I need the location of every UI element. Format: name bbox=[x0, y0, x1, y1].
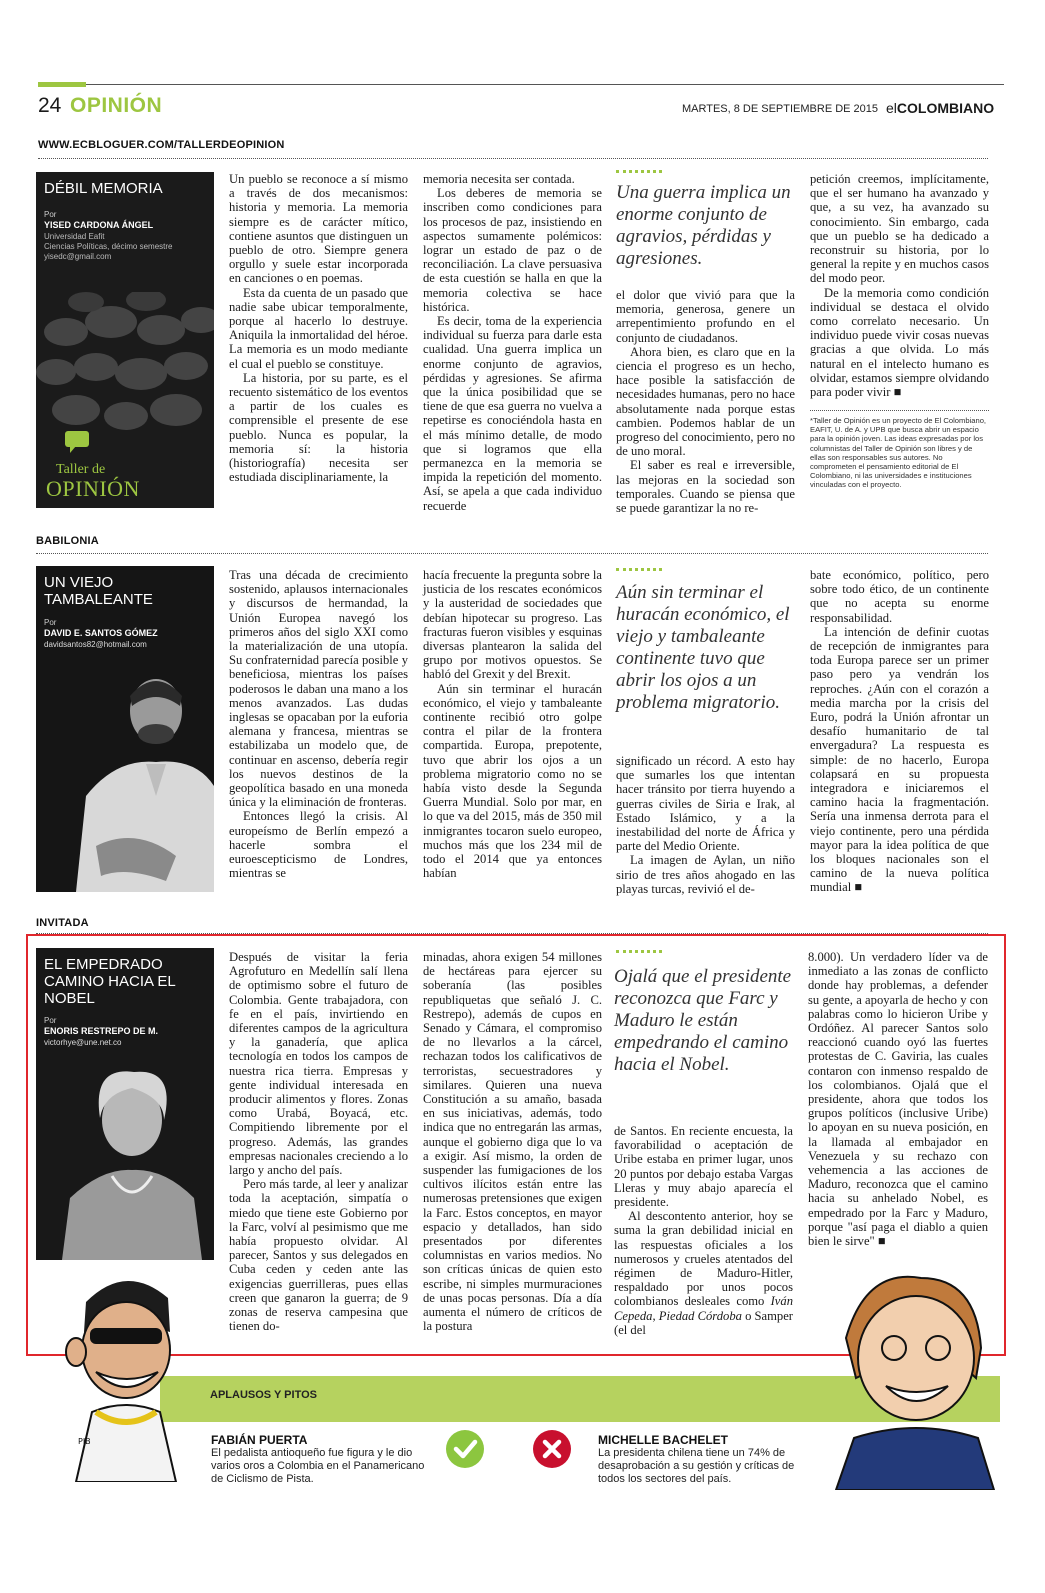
applause-description: El pedalista antioqueño fue figura y le dio varios oros a Colombia en el Panamericano de Ciclismo de Pista. bbox=[211, 1447, 425, 1485]
header-accent-bar bbox=[38, 82, 86, 87]
taller-opinion-logo-icon bbox=[64, 430, 90, 454]
newspaper-logo bbox=[886, 100, 994, 116]
aplausos-title: APLAUSOS Y PITOS bbox=[210, 1389, 317, 1401]
taller-opinion-logo-line1: Taller de bbox=[56, 462, 106, 477]
article1-paragraph: El saber es real e irreversible, las mejoras en la sociedad son temporales. Cuando se piensa que se puede garantizar la no re- bbox=[616, 458, 795, 516]
page-number: 24 bbox=[38, 94, 62, 117]
caricature-signature: PIB bbox=[78, 1437, 91, 1446]
article2-title: UN VIEJO TAMBALEANTE bbox=[44, 574, 153, 608]
article1-paragraph: Los deberes de memoria se inscriben como condiciones para los procesos de paz, insistiendo en aspectos sumamente polémicos: lograr un estado de paz o de reconciliación. La clave persuasiva de esta cuestión se halla en que la memoria colectiva se hace histórica. bbox=[423, 186, 602, 314]
article2-by: Por bbox=[44, 618, 57, 627]
article1-meta-2: Ciencias Políticas, décimo semestre bbox=[44, 242, 173, 251]
paragraph-text: o Samper (el del bbox=[614, 1308, 793, 1337]
article3-paragraph: minadas, ahora exigen 54 millones de hectáreas para ejercer su soberanía (las posibles republiquetas que señaló J. C. Restrepo), además de cupos en Senado y Cámara, el compromiso de no llevarlos a la cárcel, rechazan todos los calificativos de terroristas, secuestradores y similares. Quieren una nueva Constitución a su amaño, basada en sus iniciativas, además, todo indica que no entregarán las armas, aunque el gobierno diga que lo va a exigir. Así mismo, la orden de suspender las fumigaciones de los cultivos ilícitos están entre las numerosas pretensiones que exigen la Farc. Estos conceptos, en mayor espacio y detallados, han sido presentados por diferentes columnistas en varios medios. No son críticas únicas de quien esto escribe, ni simples murmuraciones de unas pocas personas. Día a día aumenta el número de críticos de la postura bbox=[423, 950, 602, 1334]
article1-title: DÉBIL MEMORIA bbox=[44, 180, 163, 197]
article2-byline-box bbox=[36, 566, 214, 892]
article2-author: DAVID E. SANTOS GÓMEZ bbox=[44, 628, 158, 638]
article1-meta-1: Universidad Eafit bbox=[44, 232, 105, 241]
article1-paragraph: De la memoria como condición individual se destaca el olvido como correlato necesario. Un individuo puede vivir cosas nuevas gracias a que olvida. Lo más natural en el intelecto humano es olvidar, estamos siempre olvidando para poder vivir ■ bbox=[810, 285, 989, 400]
article2-divider bbox=[36, 553, 988, 554]
article3-email: victorhye@une.net.co bbox=[44, 1038, 122, 1047]
article1-paragraph: Ahora bien, es claro que en la ciencia el progreso es un hecho, hace posible la satisfacción de necesidades humanas, pero no hace absolutamente nada porque estas cambien. Podemos hablar de un progreso del conocimiento, pero no de uno moral. bbox=[616, 344, 795, 459]
applause-name: FABIÁN PUERTA bbox=[211, 1433, 308, 1447]
article2-paragraph: Aún sin terminar el huracán económico, el viejo y tambaleante continente recibió otro golpe contra el pilar de la frontera compartida. Europa, prepotente, tuvo que abrir los ojos a un problema migratorio como no se había visto desde la Segunda Guerra Mundial. Solo por mar, en lo que va del 2015, más de 350 mil inmigrantes tocaron suelo europeo, muchos más que los 234 mil de todo el 2014 que ya entonces habían bbox=[423, 681, 602, 881]
article1-paragraph: memoria necesita ser contada. bbox=[423, 172, 575, 186]
caricature-michelle-bachelet bbox=[826, 1268, 996, 1490]
article1-column-4 bbox=[810, 172, 989, 399]
article1-paragraph: La historia, por su parte, es el recuento sistemático de los eventos a partir de los cuales es comprensible el presente de ese pueblo. Nunca es popular, la memoria sí: la historia (historiografía) necesita ser estudiada disciplinariamente, la bbox=[229, 370, 408, 485]
taller-opinion-note: *Taller de Opinión es un proyecto de El Colombiano, EAFIT, U. de A. y UPB que busca abrir un espacio para la opinión joven. Las ideas expresadas por los columnistas del Taller de Opinión son libres y de ellas son responsables sus autores. No comprometen el pensamiento editorial de El Colombiano, ni las universidades e instituciones vinculadas con el proyecto. bbox=[810, 416, 987, 490]
author-photo-david bbox=[56, 666, 214, 892]
article2-paragraph: bate económico, político, pero sobre todo ético, de un continente que no acepta su enorme responsabilidad. bbox=[810, 568, 989, 625]
article1-paragraph: Es decir, toma de la experiencia individual su fuerza para darle esta cualidad. Una guerra implica un enorme conjunto de agravios, pérdidas y agresiones. Se afirma que la única posibilidad que se tiene de que esa guerra no vuelva a repetirse es conociéndola hasta en el más mínimo detalle, de modo que si logramos que ella permanezca en la memoria se impida la repetición del momento. Así, se apela a que cada individuo recuerde bbox=[423, 314, 602, 513]
article2-paragraph: La intención de definir cuotas de recepción de inmigrantes para toda Europa parece ser un primer paso pero ya vendrán los reproches. ¿Aún con el corazón a media marcha por la crisis del Euro, podrá la Unión afrontar un desafío humanitario de tal envergadura? La respuesta es simple: de no hacerlo, Europa colapsará en su propuesta integradora e iniciaremos el camino hacia la fragmentación. Sería una inmensa derrota para el viejo continente, pero una pérdida mayor para la idea política de que los bloques nacionales son el camino de la nueva política mundial ■ bbox=[810, 624, 989, 895]
article2-paragraph: La imagen de Aylan, un niño sirio de tres años ahogado en las playas turcas, revivió el de- bbox=[616, 853, 795, 896]
article3-title: EL EMPEDRADO CAMINO HACIA EL NOBEL bbox=[44, 956, 176, 1007]
paragraph-text: Al descontento anterior, hoy se suma la gran debilidad inicial en las respuestas oficiales a los numerosos y crueles atentados del régimen de Maduro-Hitler, respaldado por unos pocos colombianos desleales como bbox=[614, 1209, 793, 1309]
article3-by: Por bbox=[44, 1016, 57, 1025]
article2-column-4 bbox=[810, 568, 989, 895]
article3-kicker: INVITADA bbox=[36, 917, 89, 929]
article3-pull-quote: Ojalá que el presidente reconozca que Farc y Maduro le están empedrando el camino hacia el Nobel. bbox=[614, 966, 792, 1075]
header-rule bbox=[86, 84, 1004, 85]
article1-byline-box bbox=[36, 172, 214, 508]
issue-date: MARTES, 8 DE SEPTIEMBRE DE 2015 bbox=[682, 103, 879, 115]
article1-author: YISED CARDONA ÁNGEL bbox=[44, 220, 154, 230]
pull-quote-accent bbox=[616, 170, 662, 173]
check-glyph bbox=[446, 1430, 484, 1468]
note-divider bbox=[810, 410, 989, 411]
separator: , bbox=[652, 1308, 659, 1323]
article2-paragraph: Entonces llegó la crisis. Al europeísmo de Berlín empezó a hacerle sombra el euroescepticismo de Londres, mientras se bbox=[229, 809, 408, 881]
article2-column-3 bbox=[616, 754, 795, 896]
cross-icon bbox=[533, 1430, 571, 1468]
article3-paragraph: Pero más tarde, al leer y analizar toda la aceptación, simpatía o miedo que tiene este Gobierno por la Farc, volví al pesimismo que me había propuesto olvidar. Al parecer, Santos y sus delegados en Cuba ceden y ceden ante las exigencias guerrilleras, pues ellas creen que ganaron la guerra; de 9 zonas de reserva campesina que tienen do- bbox=[229, 1177, 408, 1334]
article2-kicker: BABILONIA bbox=[36, 535, 99, 547]
article1-divider bbox=[38, 158, 988, 159]
article1-paragraph: petición creemos, implícitamente, que el ser humano ha avanzado y que, a su vez, ha avanzado su conocimiento. Sin embargo, cada que un pueblo se ha dedicado a reconstruir su historia, por lo general la repite y en muchos casos del modo peor. bbox=[810, 172, 989, 286]
article2-column-2 bbox=[423, 568, 602, 880]
article1-paragraph: Un pueblo se reconoce a sí mismo a través de dos mecanismos: historia y memoria. La memoria siempre es de carácter mítico, contiene asuntos que distinguen un pueblo de otro. Siempre genera orgullo y suele estar incorporada en canciones o en poemas. bbox=[229, 172, 408, 286]
speech-bubbles-pattern bbox=[36, 292, 214, 442]
article2-column-1 bbox=[229, 568, 408, 880]
article3-author: ENORIS RESTREPO DE M. bbox=[44, 1026, 159, 1036]
article3-paragraph: Después de visitar la feria Agrofuturo en Medellín salí llena de optimismo sobre el futuro de Colombia. Gente trabajadora, con fe en el país, invirtiendo en diferentes campos de la agricultura y la ganadería, que aplica tecnología en todos los campos de nuestra rica tierra. Empresas y gente individual interesada en producir alimentos y flores. Zonas como Urabá, Boyacá, etc. Compitiendo libremente por el progreso. Además, las grandes empresas nacionales creciendo a lo largo y ancho del país. bbox=[229, 950, 408, 1178]
name-piedad-córdoba: Piedad Córdoba bbox=[658, 1308, 742, 1323]
caricature-fabian-puerta bbox=[56, 1262, 196, 1482]
article2-paragraph: hacía frecuente la pregunta sobre la justicia de los rescates económicos y la austeridad de sociedades que debían hipotecar su progreso. Las fracturas fueron visibles y esquinas diversas plantearon la salida del grupo por motivos opuestos. Se habló del Grexit y del Brexit. bbox=[423, 568, 602, 682]
article1-kicker: WWW.ECBLOGUER.COM/TALLERDEOPINION bbox=[38, 139, 285, 151]
article1-column-2 bbox=[423, 172, 602, 513]
whistle-name: MICHELLE BACHELET bbox=[598, 1433, 728, 1447]
article1-paragraph: el dolor que vivió para que la memoria, generosa, genere un arrepentimiento profundo en el conjunto de ciudadanos. bbox=[616, 288, 795, 345]
article3-paragraph: de Santos. En reciente encuesta, la favorabilidad o aceptación de Uribe estaba en primer lugar, unos 20 puntos por debajo estaba Vargas Lleras y muy abajo aparecía el presidente. bbox=[614, 1124, 793, 1210]
article1-meta-3: yisedc@gmail.com bbox=[44, 252, 112, 261]
section-title: OPINIÓN bbox=[70, 94, 163, 117]
logo-prefix: el bbox=[886, 100, 897, 116]
article2-email: davidsantos82@hotmail.com bbox=[44, 640, 147, 649]
article1-column-1 bbox=[229, 172, 408, 484]
article1-by: Por bbox=[44, 210, 57, 219]
taller-opinion-logo-line2: OPINIÓN bbox=[46, 476, 140, 501]
article1-pull-quote: Una guerra implica un enorme conjunto de agravios, pérdidas y agresiones. bbox=[616, 182, 791, 269]
pull-quote-accent bbox=[616, 568, 662, 571]
article2-paragraph: significado un récord. A esto hay que sumarles los que intentan hacer tránsito por tierra huyendo a guerras civiles de Siria e Irak, al Estado Islámico, y a la inestabilidad del norte de África y parte del Medio Oriente. bbox=[616, 754, 795, 854]
article2-paragraph: Tras una década de crecimiento sostenido, aplausos internacionales y discursos de hermandad, la Unión Europea navegó los primeros años del siglo XXI como la materialización de una utopía. Su confraternidad parecía posible y beneficiosa, mientras los países poderosos le daban una mano a los menos avanzados. Las dudas inglesas se opacaban por la euforia alemana y francesa, mientras se estabilizaba un modelo que, de continuar en ascenso, debería regir los nuevos destinos de la geopolítica basado en una moneda única y la eliminación de fronteras. bbox=[229, 568, 408, 810]
check-icon bbox=[446, 1430, 484, 1468]
name-iván-cepeda: Iván Cepeda bbox=[614, 1294, 793, 1323]
cross-glyph bbox=[533, 1430, 571, 1468]
article2-pull-quote: Aún sin terminar el huracán económico, el viejo y tambaleante continente tuvo que abrir los ojos a un problema migratorio. bbox=[616, 582, 790, 713]
whistle-description: La presidenta chilena tiene un 74% de desaprobación a su gestión y críticas de todos los sectores del país. bbox=[598, 1447, 795, 1485]
article1-column-3 bbox=[616, 288, 795, 515]
logo-name: COLOMBIANO bbox=[896, 100, 995, 116]
article3-paragraph: 8.000). Un verdadero líder va de inmediato a las zonas de conflicto donde hay problemas, a defender su gente, a apoyarla de hecho y con palabras como lo hicieron Uribe y Ordóñez. Al parecer Santos solo reaccionó cuando oyó las fuertes protestas de C. Gaviria, las cuales contaron con inmenso respaldo de los colombianos. Ojalá que el presidente, ahora que todos los grupos políticos (inclusive Uribe) lo apoyan en su nueva posición, en la llamada al embajador en Venezuela y su rechazo con vehemencia a las acciones de Maduro, reconozca que el camino hacia su anhelado Nobel, es empedrado por la Farc y Maduro, porque "así paga el diablo a quien bien le sirve" ■ bbox=[808, 950, 988, 1249]
article1-paragraph: Esta da cuenta de un pasado que nadie sabe ubicar temporalmente, porque al hacerlo lo destruye. Aniquila la inmortalidad del héroe. La memoria es un modo mediante el cual el pueblo se constituye. bbox=[229, 285, 408, 371]
